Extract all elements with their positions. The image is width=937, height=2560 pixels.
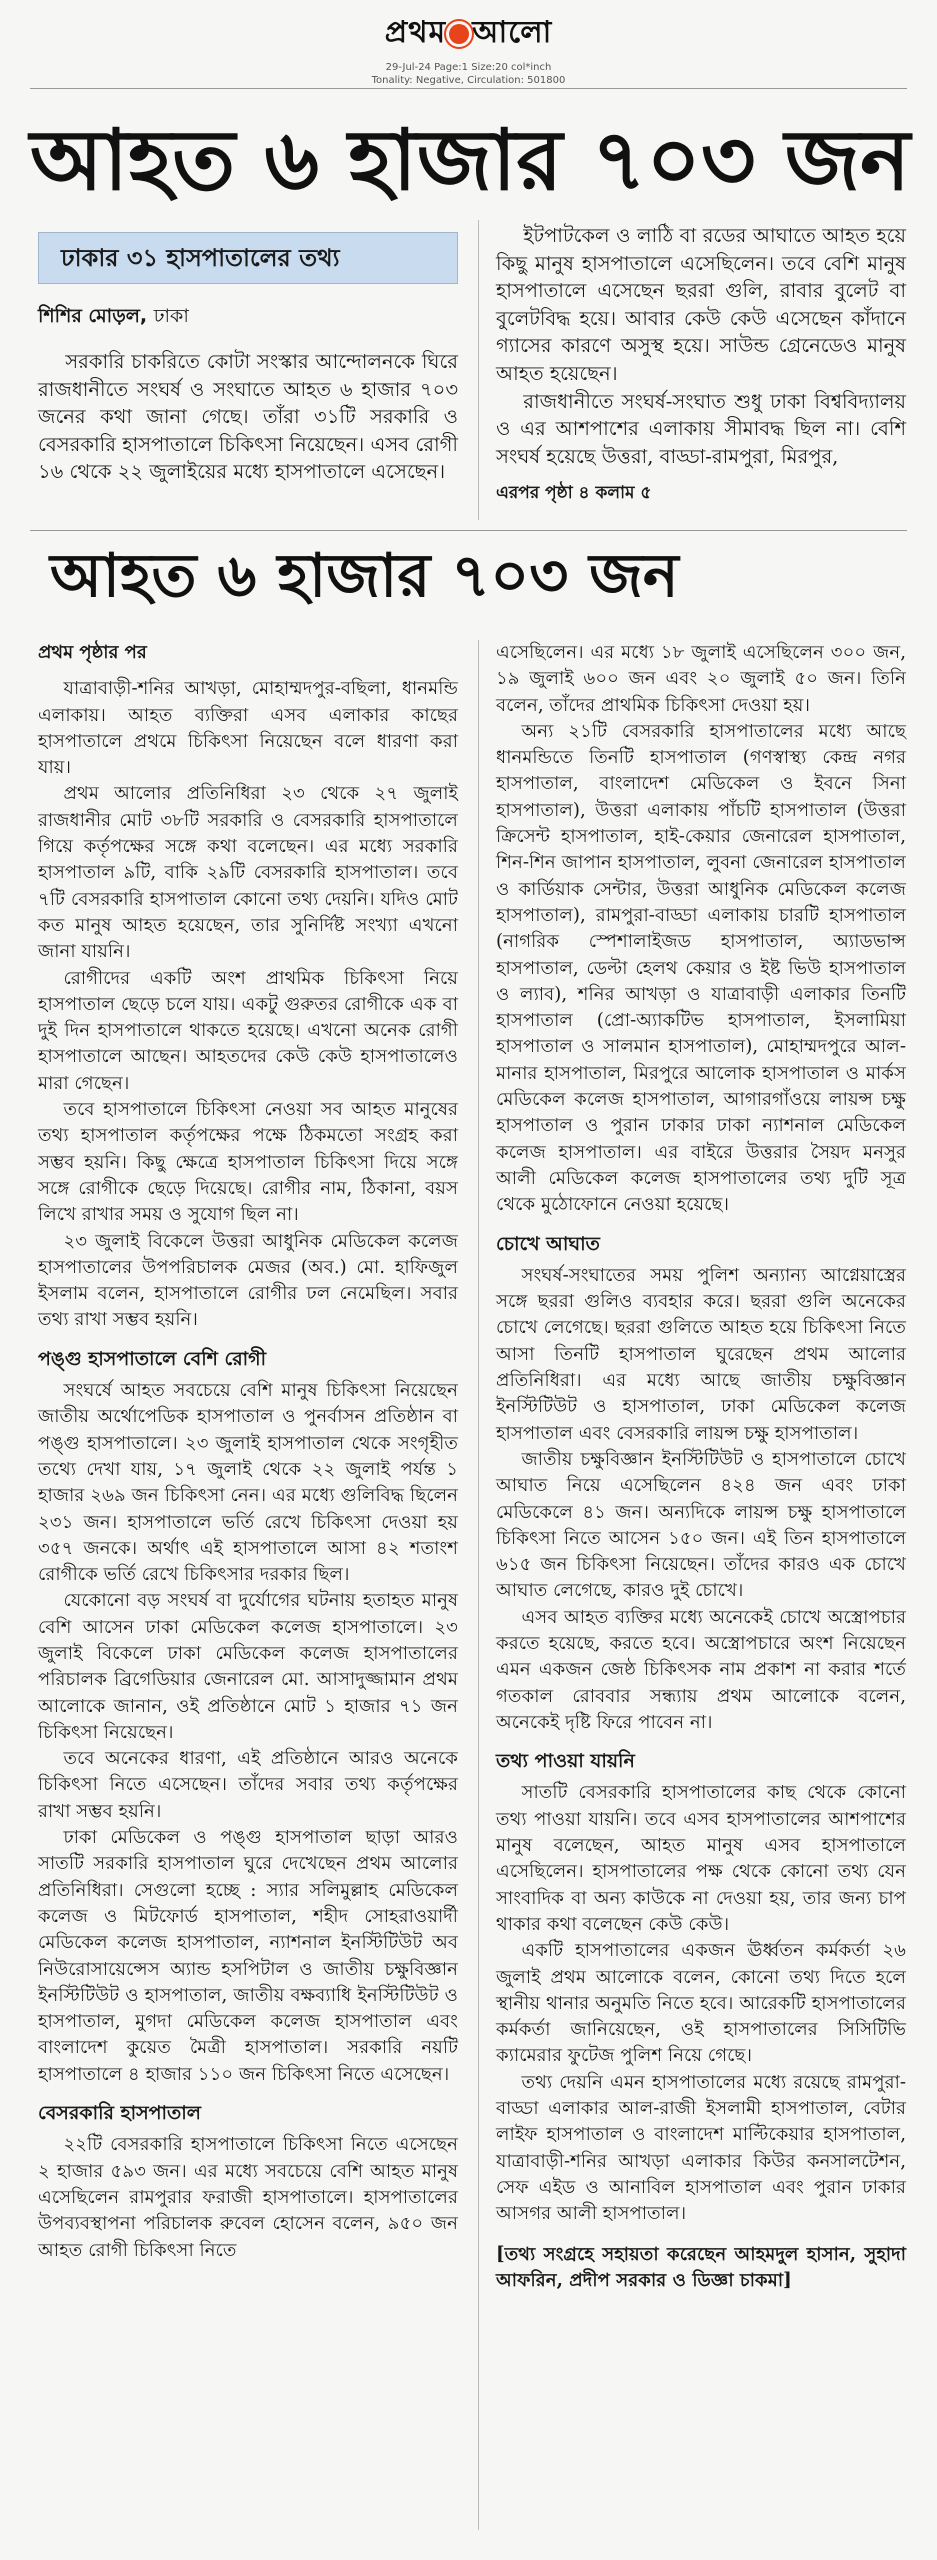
inside-paragraph: যেকোনো বড় সংঘর্ষ বা দুর্যোগের ঘটনায় হতাহত মানুষ বেশি আসেন ঢাকা মেডিকেল কলেজ হাসপাতালে। ২৩ জুলাই বিকেলে ঢাকা মেডিকেল কলেজ হাসপাতালের পরিচালক ব্রিগেডিয়ার জেনারেল মো. আসাদুজ্জামান প্রথম আলোকে জানান, ওই প্রতিষ্ঠানে মোট ১ হাজার ৭১ জন চিকিৎসা নিয়েছেন।	[38, 1590, 458, 1743]
front-paragraph: রাজধানীতে সংঘর্ষ-সংঘাত শুধু ঢাকা বিশ্ববিদ্যালয় ও এর আশপাশের এলাকায় সীমাবদ্ধ ছিল না। বেশি সংঘর্ষ হয়েছে উত্তরা, বাড্ডা-রামপুরা, মিরপুর,	[496, 389, 906, 468]
section-rule	[30, 530, 907, 531]
subhead-eye: চোখে আঘাত	[496, 1232, 600, 1255]
inside-left-column	[38, 640, 458, 2264]
byline-place: ঢাকা	[153, 305, 189, 327]
continued-label: প্রথম পৃষ্ঠার পর	[38, 642, 147, 663]
logo-left: প্রথম	[384, 15, 447, 50]
subhead-pongu: পঙ্গু হাসপাতালে বেশি রোগী	[38, 1347, 267, 1370]
front-paragraph: ইটপাটকেল ও লাঠি বা রডের আঘাতে আহত হয়ে কিছু মানুষ হাসপাতালে এসেছিলেন। তবে বেশি মানুষ হাসপাতালে এসেছেন ছররা গুলি, রাবার বুলেট বা বুলেটবিদ্ধ হয়ে। আবার কেউ কেউ এসেছেন কাঁদানে গ্যাসের কারণে অসুস্থ হয়ে। সাউন্ড গ্রেনেডেও মানুষ আহত হয়েছেন।	[496, 224, 906, 385]
inside-right-column	[496, 640, 906, 2294]
inside-paragraph: প্রথম আলোর প্রতিনিধিরা ২৩ থেকে ২৭ জুলাই রাজধানীর মোট ৩৮টি সরকারি ও বেসরকারি হাসপাতালে গিয়ে কর্তৃপক্ষের সঙ্গে কথা বলেছেন। এর মধ্যে সরকারি হাসপাতাল ৯টি, বাকি ২৯টি বেসরকারি হাসপাতাল। তবে ৭টি বেসরকারি হাসপাতাল কোনো তথ্য দেয়নি। যদিও মোট কত মানুষ আহত হয়েছেন, তার সুনির্দিষ্ট সংখ্যা এখনো জানা যায়নি।	[38, 783, 458, 963]
byline-name: শিশির মোড়ল,	[38, 305, 148, 327]
inside-headline: আহত ৬ হাজার ৭০৩ জন	[50, 541, 679, 611]
subhead-no-data: তথ্য পাওয়া যায়নি	[496, 1750, 635, 1773]
inside-paragraph: তবে অনেকের ধারণা, এই প্রতিষ্ঠানে আরও অনেকে চিকিৎসা নিতে এসেছেন। তাঁদের সবার তথ্য কর্তৃপক্ষের রাখা সম্ভব হয়নি।	[38, 1748, 458, 1822]
meta-line-2: Tonality: Negative, Circulation: 501800	[371, 75, 566, 86]
meta-line-1: 29-Jul-24 Page:1 Size:20 col*inch	[385, 62, 552, 73]
kicker-box: ঢাকার ৩১ হাসপাতালের তথ্য	[38, 232, 458, 284]
inside-paragraph: তথ্য দেয়নি এমন হাসপাতালের মধ্যে রয়েছে রামপুরা-বাড্ডা এলাকার আল-রাজী ইসলামী হাসপাতাল, বেটার লাইফ হাসপাতাল ও বাংলাদেশ মাল্টিকেয়ার হাসপাতাল, যাত্রাবাড়ী-শনির আখড়া এলাকার কিউর কনসালটেশন, সেফ এইড ও আনাবিল হাসপাতাল এবং পুরান ঢাকার আসগর আলী হাসপাতাল।	[496, 2071, 906, 2225]
front-right-column	[496, 222, 906, 508]
inside-paragraph: সাতটি বেসরকারি হাসপাতালের কাছ থেকে কোনো তথ্য পাওয়া যায়নি। তবে এসব হাসপাতালের আশপাশের মানুষ বলেছেন, আহত মানুষ এসব হাসপাতালে এসেছিলেন। হাসপাতালের পক্ষ থেকে কোনো তথ্য যেন সাংবাদিক বা অন্য কাউকে না দেওয়া হয়, তার জন্য চাপ থাকার কথা বলেছেন কেউ কেউ।	[496, 1782, 906, 1935]
jump-line: এরপর পৃষ্ঠা ৪ কলাম ৫	[496, 483, 652, 504]
inside-paragraph: অন্য ২১টি বেসরকারি হাসপাতালের মধ্যে আছে ধানমন্ডিতে তিনটি হাসপাতাল (গণস্বাস্থ্য কেন্দ্র নগর হাসপাতাল, বাংলাদেশ মেডিকেল ও ইবনে সিনা হাসপাতাল), উত্তরা এলাকায় পাঁচটি হাসপাতাল (উত্তরা ক্রিসেন্ট হাসপাতাল, হাই-কেয়ার জেনারেল হাসপাতাল, শিন-শিন জাপান হাসপাতাল, লুবনা জেনারেল হাসপাতাল ও কার্ডিয়াক সেন্টার, উত্তরা আধুনিক মেডিকেল কলেজ হাসপাতাল), রামপুরা-বাড্ডা এলাকায় চারটি হাসপাতাল (নাগরিক স্পেশালাইজড হাসপাতাল, অ্যাডভান্স হাসপাতাল, ডেল্টা হেলথ কেয়ার ও ইষ্ট ভিউ হাসপাতাল ও ল্যাব), শনির আখড়া ও যাত্রাবাড়ী এলাকার তিনটি হাসপাতাল (প্রো-অ্যাকটিভ হাসপাতাল, ইসলামিয়া হাসপাতাল ও সালমান হাসপাতাল), মোহাম্মদপুরে আল-মানার হাসপাতাল, মিরপুরে আলোক হাসপাতাল ও মার্কস মেডিকেল কলেজ হাসপাতাল, আগারগাঁওয়ে লায়ন্স চক্ষু হাসপাতাল ও পুরান ঢাকার ঢাকা ন্যাশনাল মেডিকেল কলেজ হাসপাতাল। এর বাইরে উত্তরার সৈয়দ মনসুর আলী মেডিকেল কলেজ হাসপাতালের তথ্য দুটি সূত্র থেকে মুঠোফোনে নেওয়া হয়েছে।	[496, 720, 906, 1216]
inside-paragraph: একটি হাসপাতালের একজন ঊর্ধ্বতন কর্মকর্তা ২৬ জুলাই প্রথম আলোকে বলেন, কোনো তথ্য দিতে হলে স্থানীয় থানার অনুমতি নিতে হবে। আরেকটি হাসপাতালের কর্মকর্তা জানিয়েছেন, ওই হাসপাতালের সিসিটিভি ক্যামেরার ফুটেজ পুলিশ নিয়ে গেছে।	[496, 1940, 906, 2067]
front-headline: আহত ৬ হাজার ৭০৩ জন	[30, 110, 911, 209]
newspaper-logo	[385, 8, 553, 59]
column-divider	[478, 640, 479, 2530]
clipping-meta	[0, 61, 937, 87]
inside-paragraph: তবে হাসপাতালে চিকিৎসা নেওয়া সব আহত মানুষের তথ্য হাসপাতাল কর্তৃপক্ষের পক্ষে ঠিকমতো সংগ্রহ করা সম্ভব হয়নি। কিছু ক্ষেত্রে হাসপাতাল চিকিৎসা দিয়ে সঙ্গে সঙ্গে রোগীকে ছেড়ে দিয়েছে। রোগীর নাম, ঠিকানা, বয়স লিখে রাখার সময় ও সুযোগ ছিল না।	[38, 1099, 458, 1226]
byline	[38, 302, 189, 334]
credit-line: [তথ্য সংগ্রহে সহায়তা করেছেন আহমদুল হাসান, সুহাদা আফরিন, প্রদীপ সরকার ও ডিজ্ঞা চাকমা]	[496, 2243, 906, 2291]
subhead-private: বেসরকারি হাসপাতাল	[38, 2102, 201, 2125]
inside-paragraph: সংঘর্ষ-সংঘাতের সময় পুলিশ অন্যান্য আগ্নেয়াস্ত্রের সঙ্গে ছররা গুলিও ব্যবহার করে। ছররা গুলি অনেকের চোখে লেগেছে। ছররা গুলিতে আহত হয়ে চিকিৎসা নিতে আসা তিনটি হাসপাতাল ঘুরেছেন প্রথম আলোর প্রতিনিধিরা। এর মধ্যে আছে জাতীয় চক্ষুবিজ্ঞান ইনস্টিটিউট ও হাসপাতাল, ঢাকা মেডিকেল কলেজ হাসপাতাল এবং বেসরকারি লায়ন্স চক্ষু হাসপাতাল।	[496, 1264, 906, 1444]
front-left-column	[38, 348, 458, 486]
inside-paragraph: ২২টি বেসরকারি হাসপাতালে চিকিৎসা নিতে এসেছেন ২ হাজার ৫৯৩ জন। এর মধ্যে সবচেয়ে বেশি আহত মানুষ এসেছিলেন রামপুরার ফরাজী হাসপাতালে। হাসপাতালের উপব্যবস্থাপনা পরিচালক রুবেল হোসেন বলেন, ৯৫০ জন আহত রোগী চিকিৎসা নিতে	[38, 2134, 458, 2261]
top-rule	[30, 88, 907, 89]
front-paragraph: সরকারি চাকরিতে কোটা সংস্কার আন্দোলনকে ঘিরে রাজধানীতে সংঘর্ষ ও সংঘাতে আহত ৬ হাজার ৭০৩ জনের কথা জানা গেছে। তাঁরা ৩১টি সরকারি ও বেসরকারি হাসপাতালে চিকিৎসা নিয়েছেন। এসব রোগী ১৬ থেকে ২২ জুলাইয়ের মধ্যে হাসপাতালে এসেছেন।	[38, 350, 458, 484]
inside-paragraph: এসব আহত ব্যক্তির মধ্যে অনেকেই চোখে অস্ত্রোপচার করতে হয়েছে, করতে হবে। অস্ত্রোপচারে অংশ নিয়েছেন এমন একজন জেষ্ঠ চিকিৎসক নাম প্রকাশ না করার শর্তে গতকাল রোববার সন্ধ্যায় প্রথম আলোকে বলেন, অনেকেই দৃষ্টি ফিরে পাবেন না।	[496, 1606, 906, 1733]
inside-paragraph: ঢাকা মেডিকেল ও পঙ্গু হাসপাতাল ছাড়া আরও সাতটি সরকারি হাসপাতাল ঘুরে দেখেছেন প্রথম আলোর প্রতিনিধিরা। সেগুলো হচ্ছে : স্যার সলিমুল্লাহ মেডিকেল কলেজ ও মিটফোর্ড হাসপাতাল, শহীদ সোহরাওয়ার্দী মেডিকেল কলেজ হাসপাতাল, ন্যাশনাল ইনস্টিটিউট অব নিউরোসায়েন্সেস অ্যান্ড হসপিটাল ও জাতীয় চক্ষুবিজ্ঞান ইনস্টিটিউট ও হাসপাতাল, জাতীয় বক্ষব্যাধি ইনস্টিটিউট ও হাসপাতাল, মুগদা মেডিকেল কলেজ হাসপাতাল এবং বাংলাদেশ কুয়েত মৈত্রী হাসপাতাল। সরকারি নয়টি হাসপাতালে ৪ হাজার ১১০ জন চিকিৎসা নিতে এসেছেন।	[38, 1827, 458, 2085]
inside-paragraph: এসেছিলেন। এর মধ্যে ১৮ জুলাই এসেছিলেন ৩০০ জন, ১৯ জুলাই ৬০০ জন এবং ২০ জুলাই ৫০ জন। তিনি বলেন, তাঁদের প্রাথমিক চিকিৎসা দেওয়া হয়।	[496, 642, 906, 716]
inside-paragraph: যাত্রাবাড়ী-শনির আখড়া, মোহাম্মদপুর-বছিলা, ধানমন্ডি এলাকায়। আহত ব্যক্তিরা এসব এলাকার কাছের হাসপাতালে প্রথমে চিকিৎসা নিয়েছেন বলে ধারণা করা যায়।	[38, 678, 458, 779]
inside-paragraph: ২৩ জুলাই বিকেলে উত্তরা আধুনিক মেডিকেল কলেজ হাসপাতালের উপপরিচালক মেজর (অব.) মো. হাফিজুল ইসলাম বলেন, হাসপাতালে রোগীর ঢল নেমেছিল। সবার তথ্য রাখা সম্ভব হয়নি।	[38, 1230, 458, 1331]
logo-right: আলো	[472, 15, 553, 50]
inside-paragraph: রোগীদের একটি অংশ প্রাথমিক চিকিৎসা নিয়ে হাসপাতাল ছেড়ে চলে যায়। একটু গুরুতর রোগীকে এক বা দুই দিন হাসপাতালে থাকতে হয়েছে। এখনো অনেক রোগী হাসপাতালে আছেন। আহতদের কেউ কেউ হাসপাতালেও মারা গেছেন।	[38, 967, 458, 1094]
column-divider	[478, 220, 479, 520]
masthead	[0, 8, 937, 87]
inside-paragraph: জাতীয় চক্ষুবিজ্ঞান ইনস্টিটিউট ও হাসপাতালে চোখে আঘাত নিয়ে এসেছিলেন ৪২৪ জন এবং ঢাকা মেডিকেলে ৪১ জন। অন্যদিকে লায়ন্স চক্ষু হাসপাতালে চিকিৎসা নিতে আসেন ১৫০ জন। এই তিন হাসপাতালে ৬১৫ জন চিকিৎসা নিয়েছেন। তাঁদের কারও এক চোখে আঘাত লেগেছে, কারও দুই চোখে।	[496, 1448, 906, 1602]
inside-paragraph: সংঘর্ষে আহত সবচেয়ে বেশি মানুষ চিকিৎসা নিয়েছেন জাতীয় অর্থোপেডিক হাসপাতাল ও পুনর্বাসন প্রতিষ্ঠান বা পঙ্গু হাসপাতালে। ২৩ জুলাই হাসপাতাল থেকে সংগৃহীত তথ্যে দেখা যায়, ১৭ জুলাই থেকে ২২ জুলাই পর্যন্ত ১ হাজার ২৬৯ জন চিকিৎসা নেন। এর মধ্যে গুলিবিদ্ধ ছিলেন ২৩১ জন। হাসপাতালে ভর্তি রেখে চিকিৎসা দেওয়া হয় ৩৫৭ জনকে। অর্থাৎ এই হাসপাতালে আসা ৪২ শতাংশ রোগীকে ভর্তি রেখে চিকিৎসার দরকার ছিল।	[38, 1380, 458, 1586]
sun-icon	[449, 24, 469, 44]
